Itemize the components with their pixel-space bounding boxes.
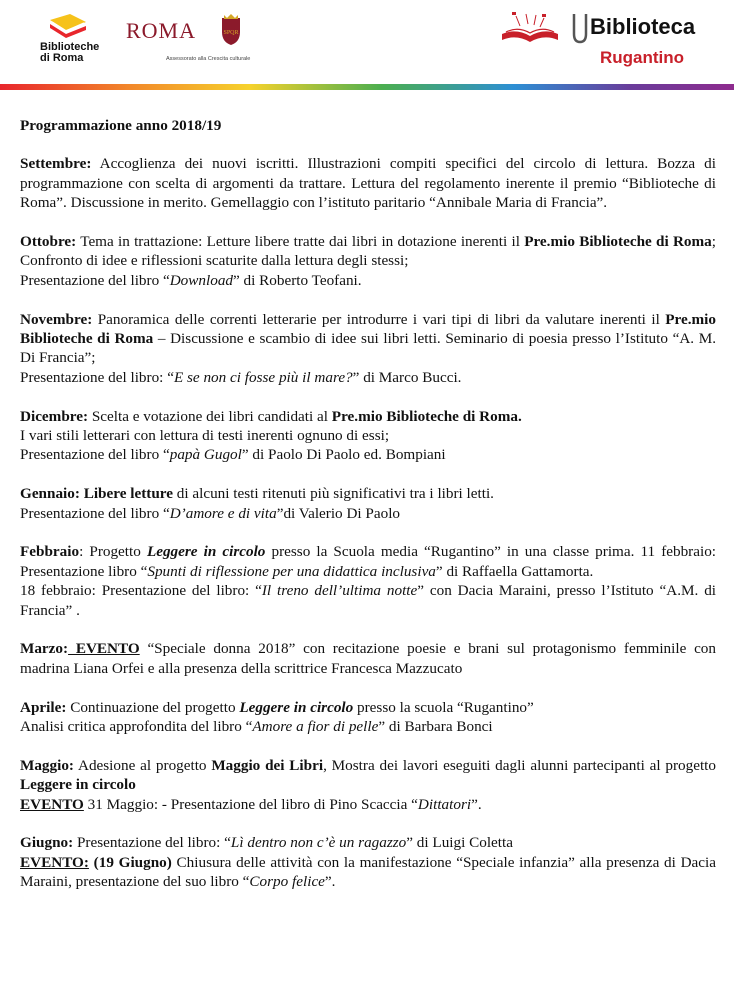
open-book-icon [498,12,562,48]
section-text: ” con Dacia Maraini, presso l’Istituto “A.M. di Francia” . [20,582,717,619]
month-heading: Febbraio [20,543,80,561]
project-name: Maggio dei Libri [211,756,324,774]
section-text: – Discussione e scambio di idee sui libri letti. Seminario di poesia presso l’Istituto “A. M. Di Francia”; [20,330,716,367]
document-body [20,116,716,911]
book-title: Dittatori [417,795,472,813]
section-text: ” di Paolo Di Paolo ed. Bompiani [241,446,446,464]
section-text: presso la Scuola media “Rugantino” in una classe prima. 11 febbraio: Presentazione libro “ [20,543,717,580]
section-text: ”. [324,873,336,891]
section-text: Scelta e votazione dei libri candidati al [88,407,332,425]
section-text: “Speciale donna 2018” con recitazione poesie e brani sul protagonismo femminile con madrina Liana Orfei e alla presenza della scrittrice Francesca Mazzucato [20,640,716,677]
section-febbraio [20,542,716,620]
presentation-line [20,271,716,290]
rainbow-divider [0,84,734,90]
presentation-line [20,368,716,387]
month-heading: Maggio: [20,756,74,774]
section-text: ” di Luigi Coletta [406,834,513,852]
book-title: D’amore e di vita [169,504,277,522]
project-name: Leggere in circolo [20,776,136,794]
section-maggio [20,756,716,814]
section-text: ”di Valerio Di Paolo [276,504,401,522]
section-text: ”. [471,795,482,813]
section-text: : Progetto [79,543,147,561]
document-title: Programmazione anno 2018/19 [20,117,222,134]
section-ottobre [20,232,716,290]
presentation-line [20,581,716,620]
section-text: di alcuni testi ritenuti più significativi tra i libri letti. [172,485,494,503]
section-text: Presentazione del libro “ [20,271,170,289]
section-dicembre [20,407,716,465]
section-text: Chiusura delle attività con la manifestazione “Speciale infanzia” alla presenza di Dacia Maraini, presentazione del suo libro “ [20,853,716,891]
section-text: ” di Marco Bucci. [352,368,462,386]
section-marzo [20,639,716,678]
month-heading: Giugno: [20,834,74,852]
book-title: Corpo felice [249,873,325,891]
event-label: EVENTO [68,640,140,658]
section-text: Accoglienza dei nuovi iscritti. Illustrazioni compiti specifici del circolo di lettura. Bozza di programmazione con scelta di argomenti da trattare. Lettura del regolamento inerente il premio “Biblioteche di Roma”. Discussione in merito. Gemellaggio con l’istituto paritario “Annibale Maria di Francia”. [20,155,716,212]
section-text: 31 Maggio: - Presentazione del libro di Pino Scaccia “ [83,795,418,813]
month-heading: Ottobre: [20,233,77,251]
event-line [20,795,716,814]
presentation-line [20,445,716,464]
section-text: ” di Roberto Teofani. [233,271,362,289]
presentation-line [20,717,716,736]
book-title: Spunti di riflessione per una didattica inclusiva [147,562,436,580]
section-text: Analisi critica approfondita del libro “ [20,718,253,736]
presentation-line [20,504,716,523]
section-text: Tema in trattazione: Letture libere tratte dai libri in dotazione inerenti il [76,233,525,251]
project-name: Leggere in circolo [239,698,354,716]
book-title: Download [169,271,234,289]
prize-name: Pre.mio Biblioteche di Roma [20,310,716,348]
section-novembre [20,310,716,388]
month-heading: Novembre: [20,310,93,328]
section-text: Presentazione del libro “ [20,446,170,464]
month-heading: Marzo: [20,640,69,658]
book-title: E se non ci fosse più il mare? [173,368,353,386]
section-text: 18 febbraio: Presentazione del libro: “ [20,582,262,600]
biblioteche-di-roma-logo [38,8,118,68]
section-text: I vari stili letterari con lettura di testi inerenti ognuno di essi; [20,427,390,445]
roma-wordmark: ROMA [126,18,197,43]
month-heading: Dicembre: [20,407,89,425]
roma-crest-icon [218,14,244,46]
page-header [0,0,734,88]
event-label: EVENTO [20,795,84,813]
month-heading: Aprile: [20,698,67,716]
book-title: Amore a fior di pelle [252,718,379,736]
roma-logo [126,12,256,70]
section-text: ; Confronto di idee e riflessioni scaturite dalla lettura degli stessi; [20,233,716,270]
section-text: ” di Barbara Bonci [378,718,493,736]
book-title: Lì dentro non c’è un ragazzo [230,834,407,852]
section-text: Panoramica delle correnti letterarie per introdurre i vari tipi di libri da valutare inerenti il [92,310,666,328]
project-name: Leggere in circolo [146,543,266,561]
open-book-icon [48,12,88,38]
section-giugno [20,833,716,891]
rugantino-subtitle: Rugantino [600,48,685,67]
biblioteca-rugantino-logo [498,4,728,74]
biblioteche-logo-text: Biblioteche di Roma [40,41,100,64]
section-gennaio [20,484,716,523]
section-text: Presentazione del libro: “ [20,368,174,386]
u-bracket-icon [572,14,588,44]
section-text: ” di Raffaella Gattamorta. [435,562,594,580]
prize-name: Pre.mio Biblioteche di Roma. [331,407,522,425]
section-text: Presentazione del libro “ [20,504,170,522]
section-text: , Mostra dei lavori eseguiti dagli alunni partecipanti al progetto [323,756,716,774]
biblioteca-title: Biblioteca [590,14,696,39]
roma-subtitle: Assessorato alla Crescita culturale [166,56,251,62]
event-line [20,853,716,892]
prize-name: Pre.mio Biblioteche di Roma [524,233,712,251]
section-aprile [20,698,716,737]
section-text: Continuazione del progetto [66,698,240,716]
event-label: EVENTO: [20,853,89,871]
month-heading: Gennaio: Libere letture [20,485,173,503]
event-date: (19 Giugno) [88,853,172,871]
section-text: presso la scuola “Rugantino” [353,698,534,716]
svg-text:SPQR: SPQR [223,30,239,36]
book-title: Il treno dell’ultima notte [261,582,418,600]
month-heading: Settembre: [20,155,92,173]
section-settembre [20,154,716,212]
book-title: papà Gugol [169,446,242,464]
section-text: Presentazione del libro: “ [73,834,231,852]
section-text: Adesione al progetto [74,756,212,774]
